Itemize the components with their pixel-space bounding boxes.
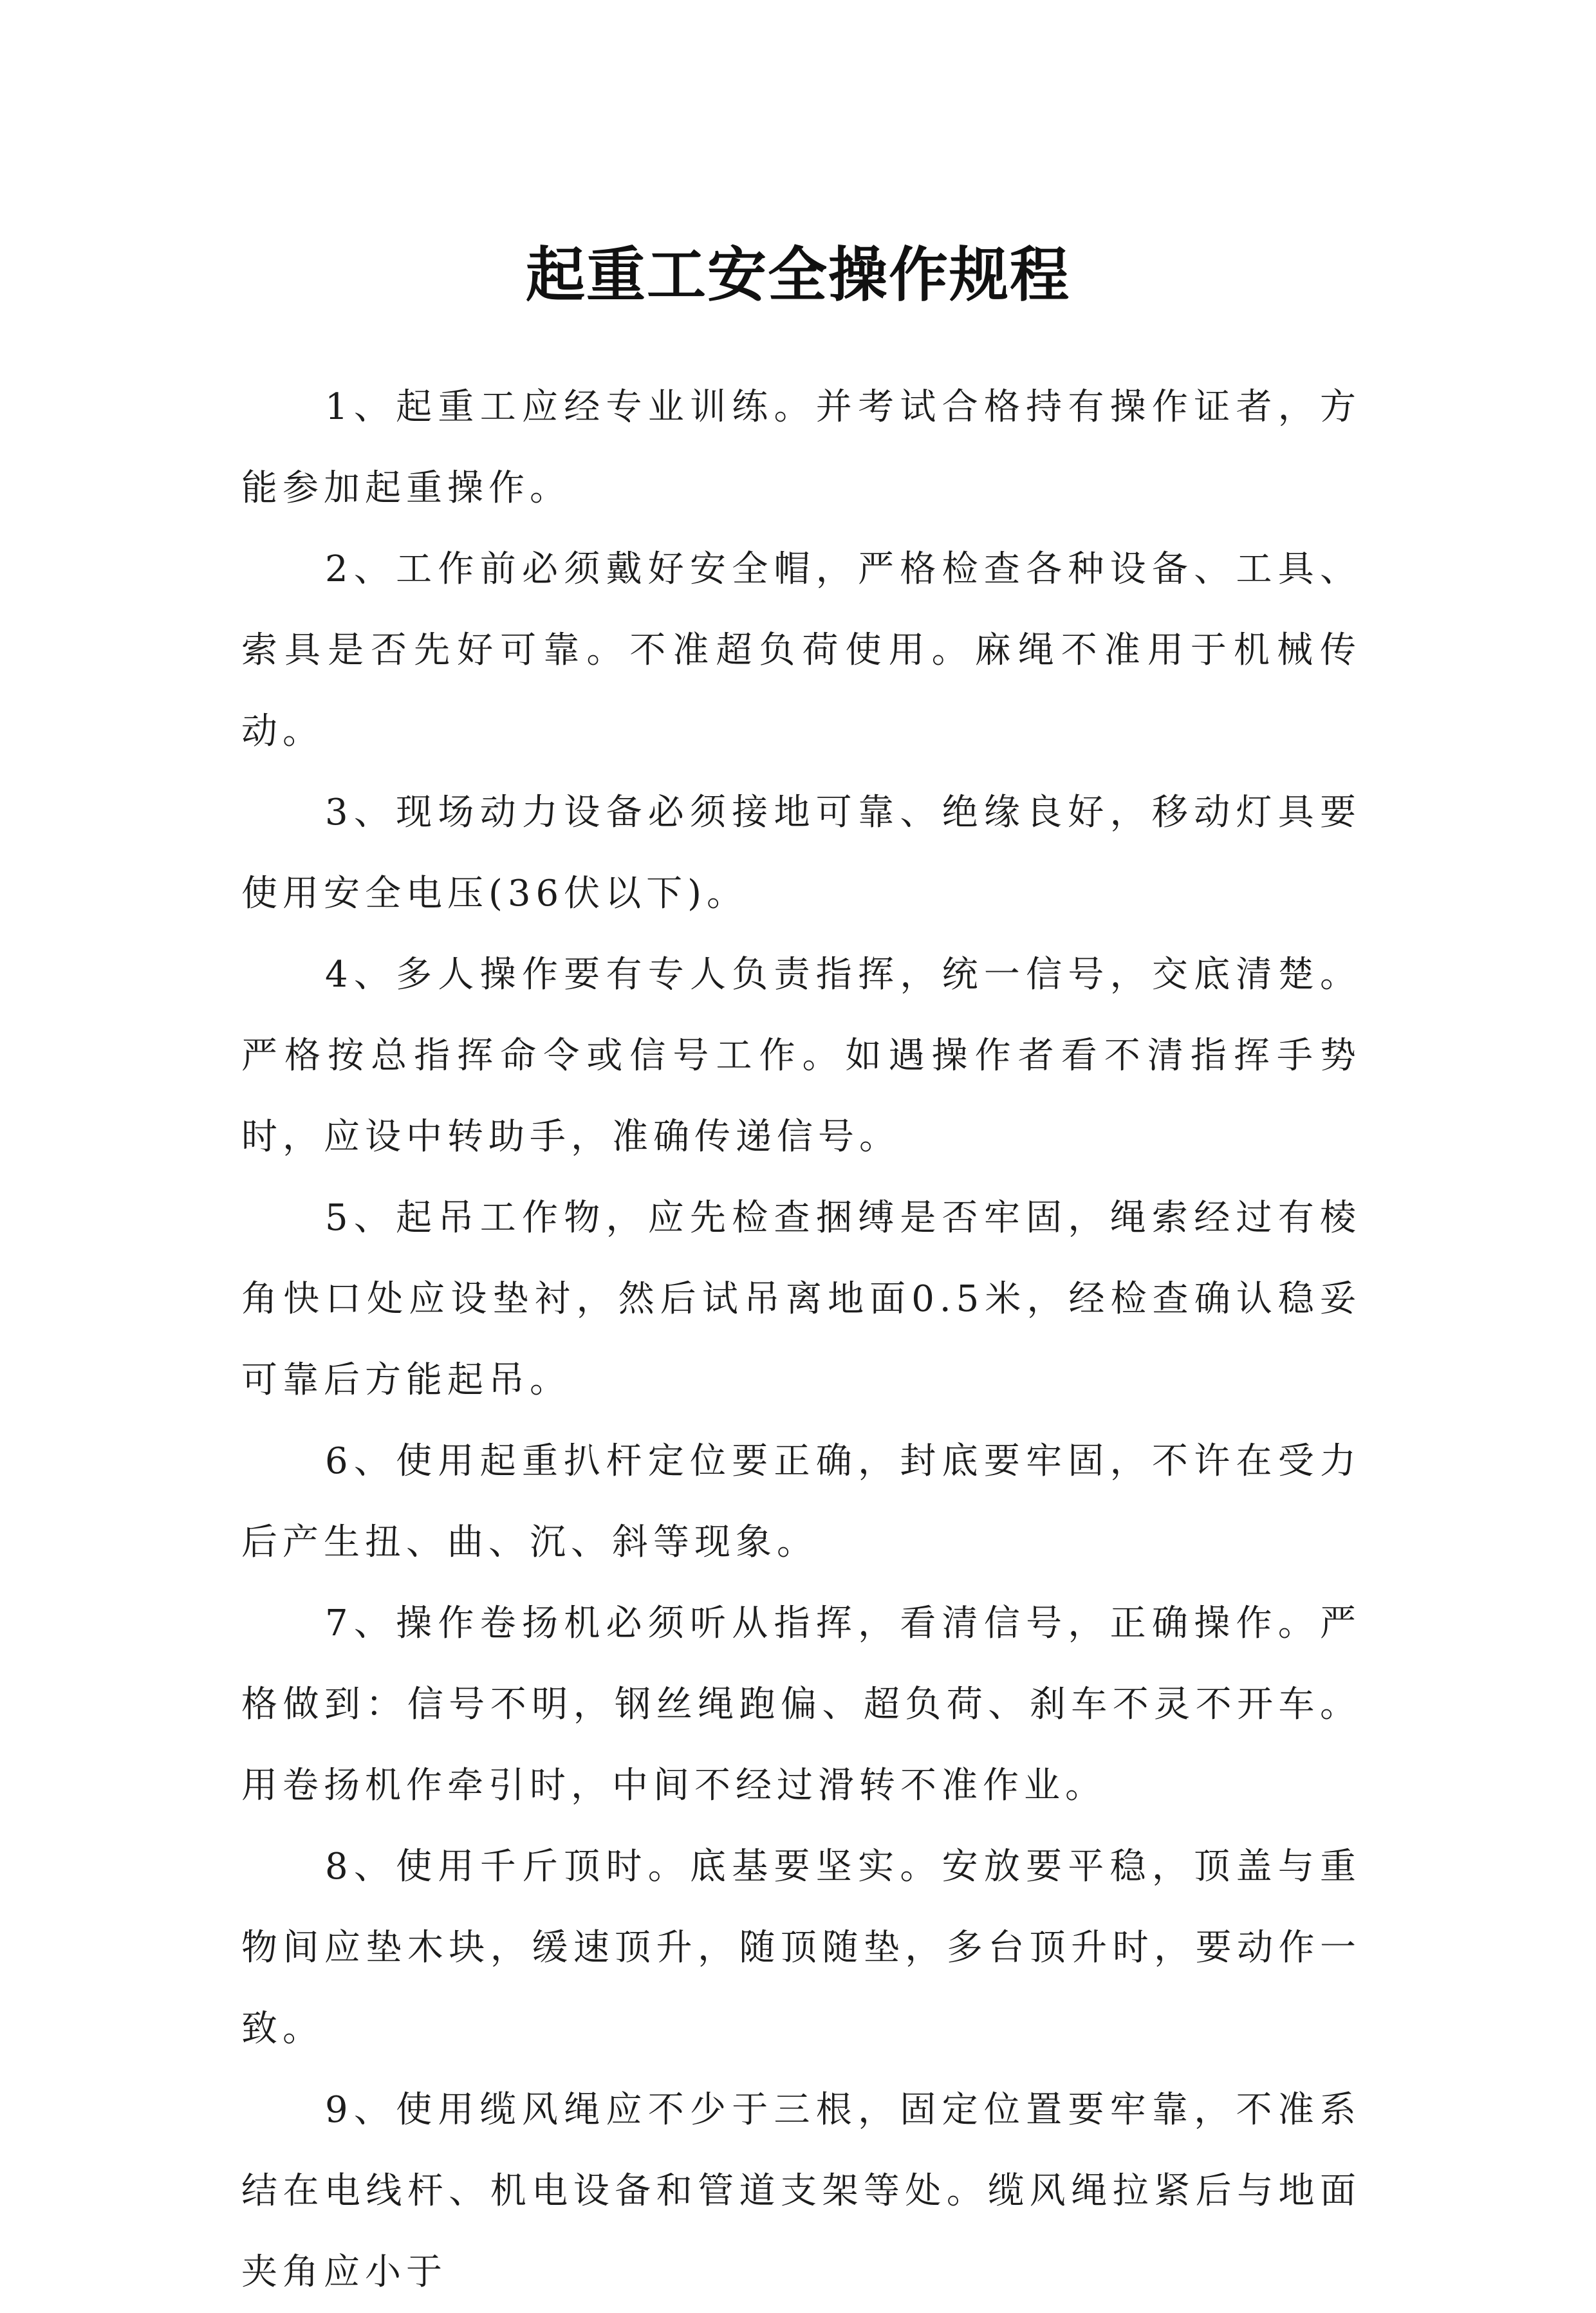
clause-3: 3、现场动力设备必须接地可靠、绝缘良好，移动灯具要使用安全电压(36伏以下)。 bbox=[241, 792, 1361, 915]
clause-1: 1、起重工应经专业训练。并考试合格持有操作证者，方能参加起重操作。 bbox=[241, 386, 1361, 509]
document-title: 起重工安全操作规程 bbox=[525, 239, 1070, 310]
clause-8: 8、使用千斤顶时。底基要坚实。安放要平稳，顶盖与重物间应垫木块，缓速顶升，随顶随垫，多台顶升时，要动作一致。 bbox=[241, 1846, 1361, 2050]
clause-9: 9、使用缆风绳应不少于三根，固定位置要牢靠，不准系结在电线杆、机电设备和管道支架等处。缆风绳拉紧后与地面夹角应小于 bbox=[241, 2089, 1361, 2293]
clause-2: 2、工作前必须戴好安全帽，严格检查各种设备、工具、索具是否先好可靠。不准超负荷使用。麻绳不准用于机械传动。 bbox=[241, 548, 1361, 752]
document-body bbox=[241, 367, 1361, 2313]
clause-7: 7、操作卷扬机必须听从指挥，看清信号，正确操作。严格做到：信号不明，钢丝绳跑偏、超负荷、刹车不灵不开车。用卷扬机作牵引时，中间不经过滑转不准作业。 bbox=[241, 1602, 1361, 1807]
clause-4: 4、多人操作要有专人负责指挥，统一信号，交底清楚。严格按总指挥命令或信号工作。如遇操作者看不清指挥手势时，应设中转助手，准确传递信号。 bbox=[241, 954, 1361, 1158]
clause-5: 5、起吊工作物，应先检查捆缚是否牢固，绳索经过有棱角快口处应设垫衬，然后试吊离地面0.5米，经检查确认稳妥可靠后方能起吊。 bbox=[241, 1197, 1361, 1401]
clause-6: 6、使用起重扒杆定位要正确，封底要牢固，不许在受力后产生扭、曲、沉、斜等现象。 bbox=[241, 1440, 1361, 1563]
